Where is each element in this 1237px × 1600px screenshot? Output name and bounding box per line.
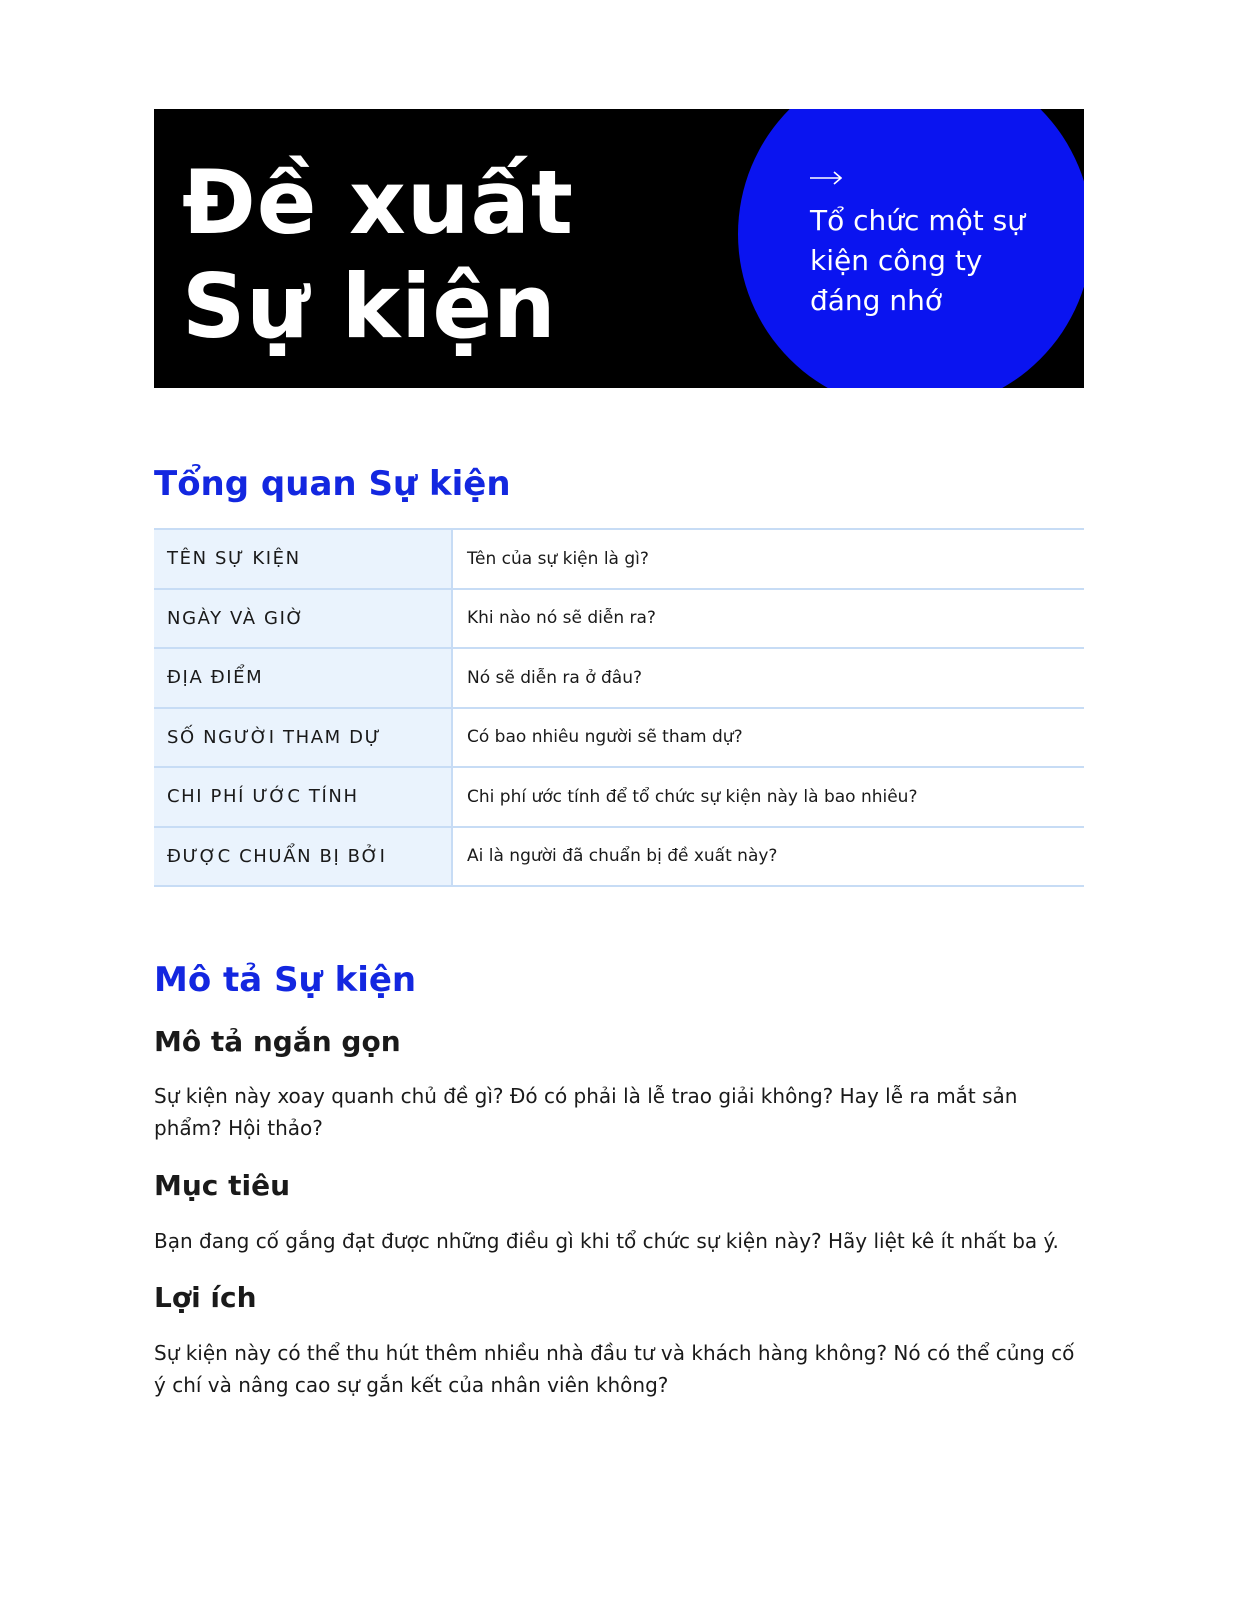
goals-heading: Mục tiêu	[154, 1169, 291, 1202]
brief-description-text: Sự kiện này xoay quanh chủ đề gì? Đó có phải là lễ trao giải không? Hay lễ ra mắt sản phẩm? Hội thảo?	[154, 1084, 1018, 1140]
row-value: Có bao nhiêu người sẽ tham dự?	[452, 708, 1084, 768]
row-label: ĐỊA ĐIỂM	[154, 648, 452, 708]
arrow-right-icon	[810, 171, 842, 185]
table-row	[154, 529, 1084, 589]
row-label: ĐƯỢC CHUẨN BỊ BỞI	[154, 827, 452, 887]
document-subtitle: Tổ chức một sự kiện công ty đáng nhớ	[810, 204, 1025, 317]
row-label: NGÀY VÀ GIỜ	[154, 589, 452, 649]
row-value: Nó sẽ diễn ra ở đâu?	[452, 648, 1084, 708]
goals-text: Bạn đang cố gắng đạt được những điều gì khi tổ chức sự kiện này? Hãy liệt kê ít nhất ba ý.	[154, 1229, 1059, 1253]
table-row	[154, 589, 1084, 649]
benefits-text: Sự kiện này có thể thu hút thêm nhiều nhà đầu tư và khách hàng không? Nó có thể củng cố ý chí và nâng cao sự gắn kết của nhân viên không?	[154, 1341, 1075, 1397]
table-row	[154, 648, 1084, 708]
table-row	[154, 708, 1084, 768]
benefits-heading: Lợi ích	[154, 1281, 257, 1314]
document-title-line-1: Đề xuất	[182, 151, 574, 254]
row-label: TÊN SỰ KIỆN	[154, 529, 452, 589]
row-label: SỐ NGƯỜI THAM DỰ	[154, 708, 452, 768]
row-value: Ai là người đã chuẩn bị đề xuất này?	[452, 827, 1084, 887]
brief-description-heading: Mô tả ngắn gọn	[154, 1025, 401, 1058]
hero-banner	[154, 109, 1084, 388]
row-value: Khi nào nó sẽ diễn ra?	[452, 589, 1084, 649]
document-title-line-2: Sự kiện	[182, 255, 557, 358]
overview-table	[154, 528, 1084, 887]
document-title	[182, 151, 574, 359]
row-label: CHI PHÍ ƯỚC TÍNH	[154, 767, 452, 827]
description-heading: Mô tả Sự kiện	[154, 960, 417, 1000]
row-value: Tên của sự kiện là gì?	[452, 529, 1084, 589]
row-value: Chi phí ước tính để tổ chức sự kiện này là bao nhiêu?	[452, 767, 1084, 827]
table-row	[154, 827, 1084, 887]
overview-heading: Tổng quan Sự kiện	[154, 464, 511, 504]
table-row	[154, 767, 1084, 827]
